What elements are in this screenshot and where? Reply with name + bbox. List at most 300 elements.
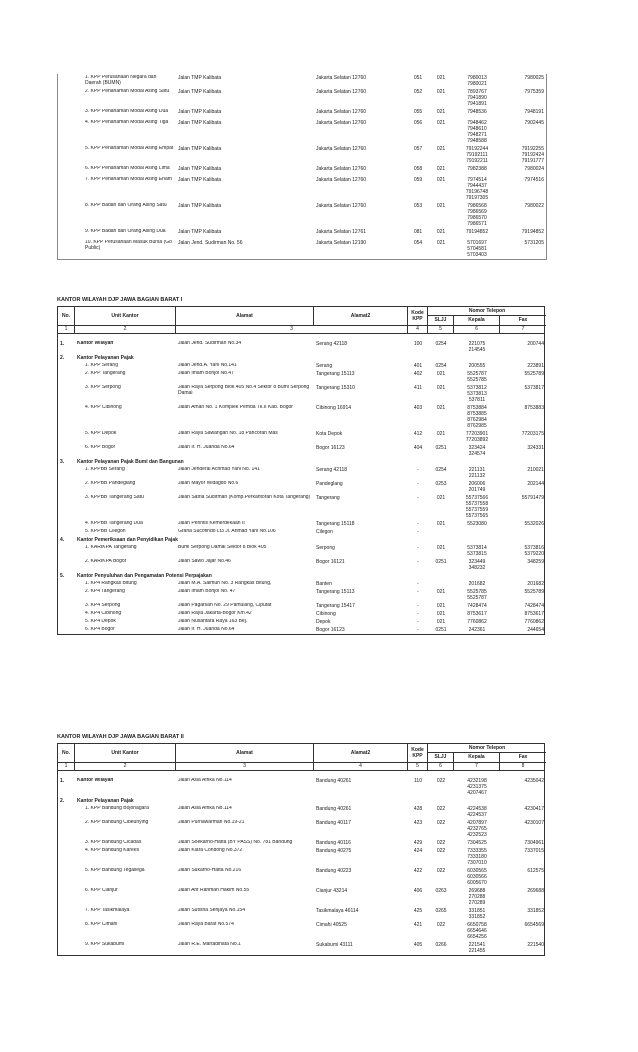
kepala-phone: [454, 545, 500, 557]
city: Tangerang 15417: [316, 603, 355, 609]
phone-number: 221132: [468, 473, 486, 479]
sljj-code: 022: [436, 868, 446, 874]
col-kode-kpp-header: [408, 307, 428, 325]
phone-number: 5525787: [467, 371, 487, 377]
sljj-code: 021: [436, 146, 446, 152]
kpp-code: -: [417, 627, 419, 633]
table-row: [58, 602, 546, 610]
fax-number: [500, 481, 546, 493]
phone-number: 7980013: [467, 75, 487, 81]
kpp-code: -: [417, 467, 419, 473]
column-number: 6: [454, 326, 500, 333]
table-row: [58, 907, 546, 921]
row-number: [58, 177, 75, 201]
fax-number: [500, 229, 546, 238]
fax-value: 7760862: [524, 619, 544, 625]
kpp-code: 053: [413, 203, 423, 209]
city: Serang 42118: [316, 341, 348, 347]
kepala-phone: [454, 166, 500, 175]
phone-number: 79196748: [465, 189, 489, 195]
col-unit-header: Unit Kantor: [75, 744, 176, 762]
kpp-madya-continuation-table: [57, 74, 547, 260]
unit-name: 10. KPP Perusahaan Masuk Bursa (Go Public): [85, 240, 172, 251]
address: Jalan Ir. H. Juanda No.64: [178, 445, 235, 450]
phone-number: 5525787: [467, 595, 487, 601]
col-kode-kpp-header: [408, 744, 428, 762]
unit-name: 2. KP4 Tangerang: [85, 589, 125, 594]
city: Jakarta Selatan 12760: [316, 89, 367, 95]
unit-name: 4. KP4 Cibinong: [85, 611, 122, 616]
row-number: [58, 888, 75, 906]
unit-name: 8. KPP Cimahi: [85, 922, 118, 927]
address: Jalan TMP Kalibata: [178, 166, 222, 172]
phone-number: 8753884: [467, 405, 487, 411]
kpp-code: -: [417, 581, 419, 587]
phone-number: 8753617: [467, 611, 487, 617]
column-number: 2: [75, 326, 176, 333]
kepala-phone: [454, 888, 500, 906]
city: Serang 42118: [316, 467, 348, 473]
phone-number: 7941890: [467, 95, 487, 101]
unit-name: 1. KPP Bandung Bojonagara: [85, 806, 149, 811]
address: Jalan Purnawarman No.19-21: [178, 820, 245, 825]
phone-number: 5703403: [467, 252, 487, 258]
unit-name: 6. KPP Penanaman Modal Asing Lima: [85, 166, 170, 171]
col-unit-header: Unit Kantor: [75, 307, 176, 325]
fax-number: [500, 529, 546, 535]
row-number: [58, 467, 75, 479]
kpp-code: 110: [414, 778, 422, 784]
sljj-code: 022: [436, 820, 446, 826]
fax-number: [500, 405, 546, 429]
fax-number: [500, 589, 546, 601]
row-number: [58, 840, 75, 846]
sljj-code: 022: [436, 806, 446, 812]
row-number: [58, 431, 75, 443]
phone-number: 55737566: [465, 495, 489, 501]
phone-number: 201749: [468, 487, 486, 493]
phone-number: 5704581: [467, 246, 487, 252]
sljj-code: 0254: [435, 363, 447, 369]
sljj-code: 021: [436, 545, 446, 551]
fax-value: 7974516: [524, 177, 544, 183]
table-row: [58, 819, 546, 839]
kepala-phone: [454, 868, 500, 886]
kpp-code: 404: [413, 445, 423, 451]
unit-name: 2. KARIKPA Bogor: [85, 559, 127, 564]
jabar2-column-numbers: [58, 763, 546, 770]
phone-number: 7760862: [467, 619, 487, 625]
phone-number: 77203901: [465, 431, 489, 437]
unit-name: 3. KPP Penanaman Modal Asing Dua: [85, 109, 169, 114]
kpp-code: 054: [413, 240, 423, 246]
city: Kota Depok: [316, 431, 343, 437]
phone-number: 5373815: [467, 551, 487, 557]
kepala-phone: [454, 240, 500, 258]
city: Jakarta Selatan 12190: [316, 240, 367, 246]
phone-number: 55737559: [465, 507, 489, 513]
fax-value: 348259: [527, 559, 544, 565]
fax-value: 331852: [527, 908, 544, 914]
kepala-phone: [454, 922, 500, 940]
city: Banten: [316, 581, 332, 587]
table-row: [58, 430, 546, 444]
fax-number: [500, 89, 546, 107]
fax-value: 200744: [527, 341, 544, 347]
kpp-code: -: [417, 619, 419, 625]
city: Cibinong 16914: [316, 405, 352, 411]
table-row: [58, 404, 546, 430]
unit-name: Kantor Wilayah: [77, 341, 114, 346]
col-no-header: No.: [58, 744, 75, 762]
sljj-code: 0251: [435, 627, 447, 633]
column-number: 4: [314, 763, 408, 770]
table-row: [58, 528, 546, 536]
phone-number: 6654256: [467, 934, 487, 940]
kepala-phone: [454, 445, 500, 457]
kpp-code: 421: [413, 922, 423, 928]
phone-number: 6650758: [467, 922, 487, 928]
fax-value: 4230107: [524, 820, 544, 826]
phone-number: 7333355: [467, 848, 487, 854]
address: Jalan Pagarsan No. 29 Pamulang, Ciputat: [178, 603, 272, 608]
kepala-phone: [454, 908, 500, 920]
address: Jalan Asia Afrika No.114: [178, 778, 232, 783]
kpp-code: 425: [413, 908, 423, 914]
kepala-phone: [454, 611, 500, 617]
city: Jakarta Selatan 12760: [316, 75, 367, 81]
kepala-phone: [454, 177, 500, 201]
unit-name: 6. KP4 Bogor: [85, 627, 115, 632]
kpp-code: 422: [413, 868, 423, 874]
address: Jalan Raya Jakarta-Bogor Km.42: [178, 611, 252, 616]
sljj-code: 021: [436, 371, 446, 377]
unit-name: 9. KPP Sukabumi: [85, 942, 125, 947]
fax-value: 7304961: [524, 840, 544, 846]
col-telepon-header: [428, 307, 546, 325]
jabar2-title: KANTOR WILAYAH DJP JAWA BAGIAN BARAT II: [57, 734, 184, 740]
city: Pandeglang: [316, 481, 343, 487]
city: Bandung 40261: [316, 806, 352, 812]
fax-number: [500, 888, 546, 906]
fax-number: [500, 203, 546, 227]
fax-value: 7902445: [524, 120, 544, 126]
phone-number: 270289: [468, 900, 486, 906]
address: Jalan Satria Sudirman (Komp.Perkantoran Kota Tangerang): [178, 495, 311, 500]
unit-name: 2. KPP Tangerang: [85, 371, 126, 376]
phone-number: 5373813: [467, 391, 487, 397]
row-number: [58, 203, 75, 227]
kepala-phone: [454, 363, 500, 369]
fax-value: 7948191: [524, 109, 544, 115]
phone-number: 4207467: [467, 790, 487, 796]
row-number: [58, 229, 75, 238]
fax-value: 210021: [527, 467, 544, 473]
fax-value: 612575: [527, 868, 544, 874]
sljj-code: 021: [436, 177, 446, 183]
row-number: [58, 146, 75, 164]
phone-number: 4232765: [467, 826, 487, 832]
kepala-phone: [454, 840, 500, 846]
jabar1-column-numbers: [58, 326, 546, 333]
column-number: 1: [58, 326, 75, 333]
unit-name: 5. KPPBB Cilegon: [85, 529, 126, 534]
city: Bogor 16121: [316, 559, 345, 565]
sljj-code: 0254: [435, 467, 447, 473]
kepala-phone: [454, 627, 500, 633]
table-row: [58, 340, 546, 354]
kepala-phone: [454, 229, 500, 238]
phone-number: 4224538: [467, 806, 487, 812]
address: Jalan Arif Rahman Hakim No.55: [178, 888, 250, 893]
phone-number: 214545: [468, 347, 486, 353]
fax-value: 5525789: [524, 371, 544, 377]
address: Jalan Jend.A. Yani No.141: [178, 363, 237, 368]
row-number: [58, 89, 75, 107]
fax-number: [500, 545, 546, 557]
phone-number: 200555: [468, 363, 486, 369]
kepala-phone: [454, 109, 500, 118]
address: Jalan Sawo Jajar No.46: [178, 559, 231, 564]
kpp-code: 059: [413, 177, 423, 183]
fax-number: [500, 385, 546, 403]
phone-number: 7304525: [467, 840, 487, 846]
row-number: [58, 848, 75, 866]
phone-number: 79192244: [465, 146, 489, 152]
kpp-code: 428: [413, 806, 423, 812]
kepala-phone: [454, 529, 500, 535]
kepala-phone: [454, 820, 500, 838]
kpp-code: 406: [413, 888, 423, 894]
fax-number: [500, 521, 546, 527]
fax-number: [500, 341, 546, 353]
group-label: Kantor Penyuluhan dan Pengamatan Potensi Perpajakan: [77, 573, 212, 579]
address: Jalan R.E. Martadinata No.1: [178, 942, 241, 947]
kepala-phone: [454, 146, 500, 164]
city: Bogor 16123: [316, 445, 345, 451]
phone-number: 242361: [468, 627, 486, 633]
phone-number: 221541: [468, 942, 486, 948]
fax-value: 324331: [527, 445, 544, 451]
row-number: [58, 611, 75, 617]
fax-value: 79192424: [521, 152, 544, 158]
fax-number: [500, 431, 546, 443]
unit-name: 6. KPP Cianjur: [85, 888, 118, 893]
column-number: 8: [521, 763, 525, 769]
fax-number: [500, 820, 546, 838]
row-number: [58, 363, 75, 369]
fax-value: 7980024: [524, 166, 544, 172]
address: Jalan Raya Barat No.574: [178, 922, 234, 927]
kpp-code: -: [417, 611, 419, 617]
address: Jalan Jend. Sudirman No.34: [178, 341, 242, 346]
kepala-phone: [454, 120, 500, 144]
table-row: [58, 108, 546, 119]
phone-number: 201682: [468, 581, 486, 587]
address: Jalan TMP Kalibata: [178, 89, 222, 95]
kepala-phone: [454, 778, 500, 796]
phone-number: 5701697: [467, 240, 487, 246]
unit-name: 7. KPP Tasikmalaya: [85, 908, 130, 913]
unit-name: 3. KP4 Serpong: [85, 603, 121, 608]
table-row: [58, 777, 546, 797]
address: Jalan Imam Bonjol No.47: [178, 371, 234, 376]
fax-number: [500, 75, 546, 87]
phone-number: 55737565: [465, 513, 489, 519]
fax-value: 5373816: [524, 545, 544, 551]
kepala-phone: [454, 581, 500, 587]
fax-value: 244654: [527, 627, 544, 633]
kepala-phone: [454, 75, 500, 87]
fax-value: 5532026: [524, 521, 544, 527]
kpp-code: -: [417, 559, 419, 565]
sljj-code: 0251: [435, 445, 447, 451]
column-number: 1: [58, 763, 75, 770]
kpp-code: 424: [413, 848, 423, 854]
table-row: [58, 626, 546, 634]
table-row: [58, 176, 546, 202]
city: Jakarta Selatan 12760: [316, 146, 367, 152]
address: Jalan Asia Afrika No.114: [178, 806, 232, 811]
phone-number: 79197305: [465, 195, 489, 201]
column-number: 3: [176, 763, 314, 770]
fax-number: [500, 922, 546, 940]
table-row: [58, 588, 546, 602]
phone-number: 324574: [468, 451, 486, 457]
kpp-code: 081: [413, 229, 423, 235]
phone-number: 7986570: [467, 215, 487, 221]
row-number: 2.: [60, 355, 65, 361]
group-row: [58, 458, 546, 466]
column-number: 7: [454, 763, 500, 770]
kpp-code: 412: [413, 431, 423, 437]
unit-name: 4. KPP Bandung Karees: [85, 848, 140, 853]
kpp-code: 411: [414, 385, 422, 391]
phone-number: 7333180: [467, 854, 487, 860]
kpp-code: -: [417, 603, 419, 609]
table-row: [58, 145, 546, 165]
row-number: [58, 868, 75, 886]
fax-number: [500, 581, 546, 587]
sljj-code: 0251: [435, 559, 447, 565]
city: Cibinong: [316, 611, 336, 617]
unit-name: 5. KPP Depok: [85, 431, 117, 436]
table-row: [58, 839, 546, 847]
sljj-code: 021: [436, 109, 446, 115]
sljj-label: SLJJ: [428, 753, 454, 762]
phone-number: 7948536: [467, 109, 487, 115]
fax-value: 79192255: [521, 146, 544, 152]
address: Jalan Jenderal Achmad Yani No. 141: [178, 467, 260, 472]
phone-number: 6005670: [467, 880, 487, 886]
sljj-code: 021: [436, 385, 446, 391]
city: Serang: [316, 363, 333, 369]
row-number: [58, 166, 75, 175]
kpp-code: 056: [413, 120, 423, 126]
phone-number: 5523080: [467, 521, 487, 527]
phone-number: 79192111: [466, 152, 488, 158]
sljj-code: 021: [436, 589, 446, 595]
table-row: [58, 384, 546, 404]
row-number: [58, 240, 75, 258]
kpp-code: 405: [413, 942, 423, 948]
address: Jalan TMP Kalibata: [178, 203, 222, 209]
column-number: 3: [176, 326, 408, 333]
city: Tangerang 15118: [316, 521, 355, 527]
city: Depok: [316, 619, 331, 625]
unit-name: 3. KPPBB Tangerang Satu: [85, 495, 144, 500]
group-label: Kantor Pelayanan Pajak Bumi dan Bangunan: [77, 459, 184, 465]
row-number: [58, 820, 75, 838]
phone-number: 221455: [468, 948, 486, 954]
city: Tangerang: [316, 495, 340, 501]
group-row: [58, 354, 546, 362]
col-no-header: No.: [58, 307, 75, 325]
address: Jalan Sutisna Senjaya No.154: [178, 908, 245, 913]
fax-value: 8753883: [524, 405, 544, 411]
table-row: [58, 580, 546, 588]
sljj-code: 021: [436, 166, 446, 172]
kpp-code: -: [417, 529, 419, 535]
table-row: [58, 88, 546, 108]
fax-value: 8753617: [524, 611, 544, 617]
fax-number: [500, 177, 546, 201]
col-telepon-header: [428, 744, 546, 762]
unit-name: 5. KPP Penanaman Modal Asing Empat: [85, 146, 174, 151]
address: Jalan Sukarno-Hatta No.216: [178, 868, 242, 873]
phone-number: 5373812: [467, 385, 487, 391]
row-number: [58, 908, 75, 920]
table-row: [58, 202, 546, 228]
phone-number: 79192211: [466, 158, 488, 164]
row-number: 2.: [60, 798, 65, 804]
fax-number: [500, 603, 546, 609]
kepala-label: Kepala: [454, 753, 500, 762]
fax-number: [500, 467, 546, 479]
row-number: 5.: [60, 573, 65, 579]
row-number: [58, 806, 75, 818]
fax-value: 7980022: [524, 203, 544, 209]
kepala-phone: [454, 848, 500, 866]
kepala-phone: [454, 559, 500, 571]
phone-number: 331851: [468, 908, 486, 914]
sljj-code: 021: [436, 75, 446, 81]
city: Bandung 40223: [316, 868, 352, 874]
sljj-code: 021: [436, 405, 446, 411]
fax-number: [500, 445, 546, 457]
jabar1-header: [57, 306, 545, 334]
row-number: [58, 627, 75, 633]
phone-number: 7986571: [467, 221, 487, 227]
column-number: 6: [428, 763, 454, 770]
phone-number: 7948462: [467, 120, 487, 126]
kpp-code: 403: [413, 405, 423, 411]
phone-number: 7986569: [467, 209, 487, 215]
phone-number: 7948271: [467, 132, 487, 138]
city: Jakarta Selatan 12760: [316, 203, 367, 209]
fax-number: [500, 109, 546, 118]
column-number: 5: [408, 763, 428, 770]
row-number: [58, 559, 75, 571]
sljj-code: 021: [436, 120, 446, 126]
kepala-phone: [454, 495, 500, 519]
city: Sukabumi 43111: [316, 942, 353, 948]
fax-number: [500, 371, 546, 383]
address: Jalan TMP Kalibata: [178, 109, 222, 115]
phone-number: 4231375: [467, 784, 487, 790]
row-number: [58, 385, 75, 403]
address: Jalan Raya Sawangan No. 18 Pancoran Mas: [178, 431, 278, 436]
